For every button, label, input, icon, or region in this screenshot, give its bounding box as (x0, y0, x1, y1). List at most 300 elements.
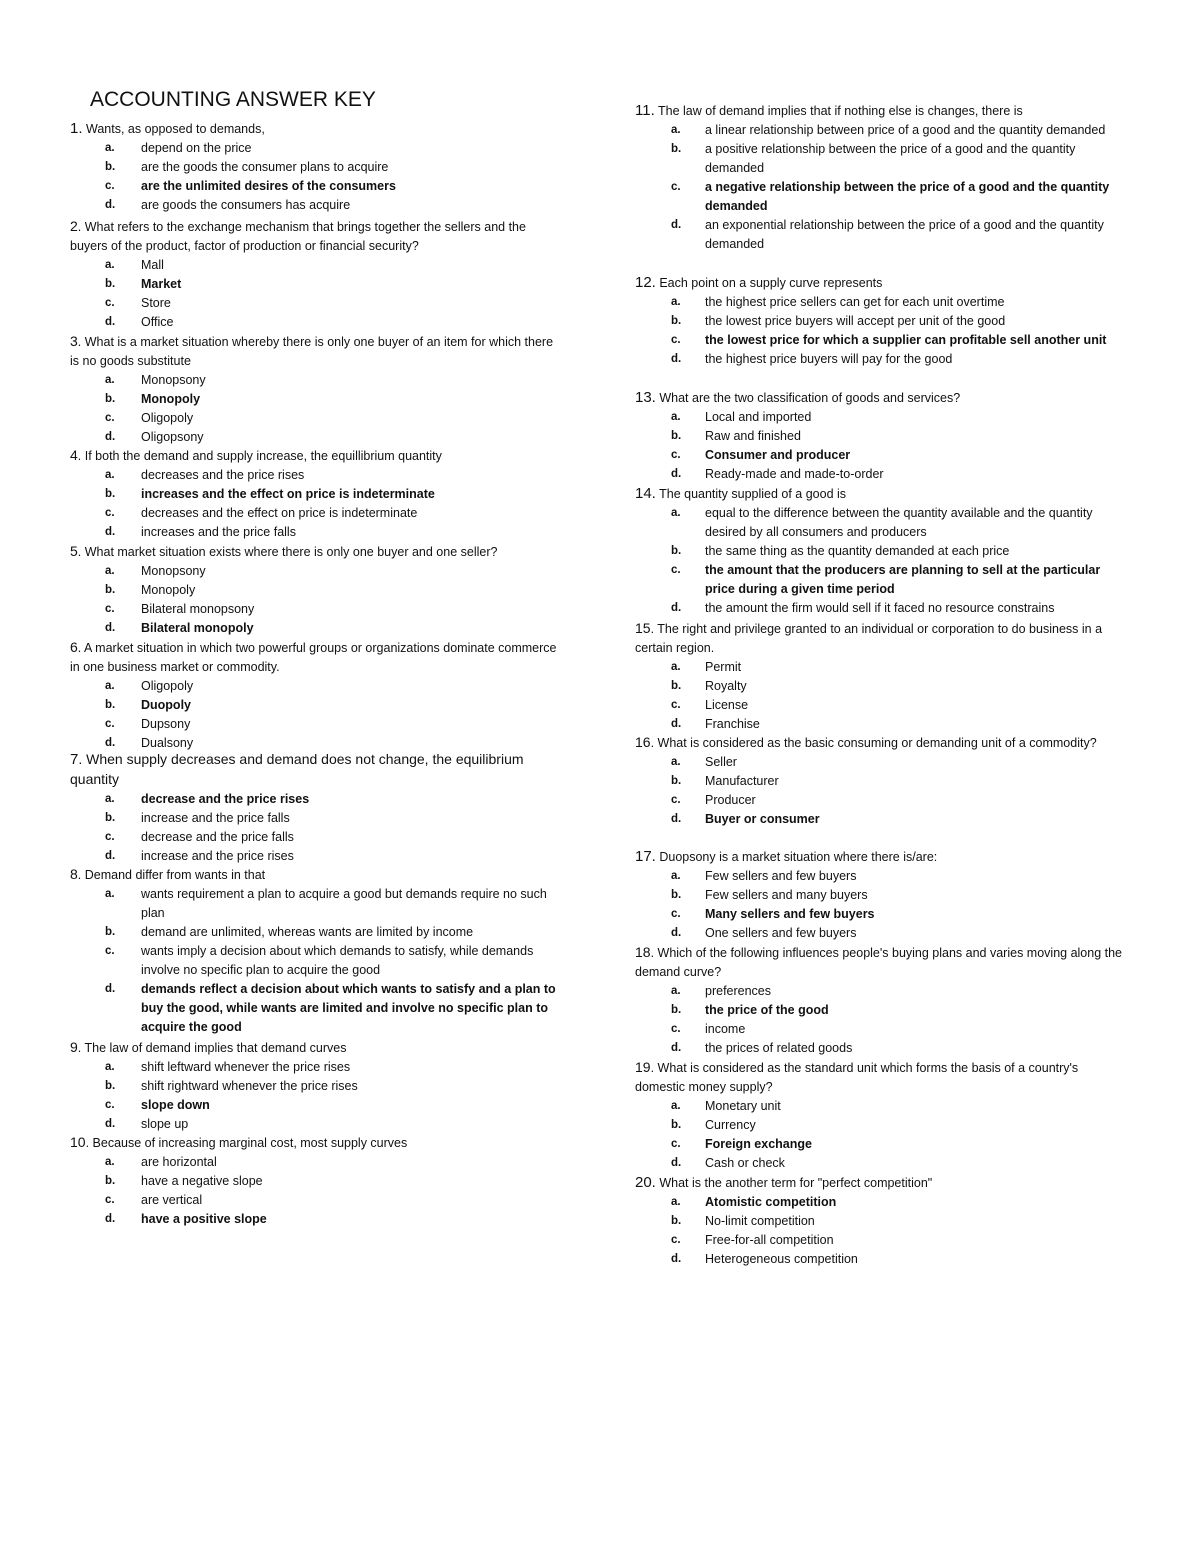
answer-option (635, 465, 1125, 484)
question-stem (635, 273, 1125, 293)
question-text: . What is considered as the basic consuming or demanding unit of a commodity? (650, 736, 1097, 750)
question-6 (70, 638, 560, 753)
option-text: Ready-made and made-to-order (705, 467, 884, 481)
answer-option (635, 1135, 1125, 1154)
option-letter: b. (671, 1004, 682, 1016)
answer-option (635, 178, 1125, 216)
option-letter: b. (671, 1119, 682, 1131)
option-letter: d. (671, 718, 682, 730)
answer-option (70, 923, 560, 942)
option-letter: d. (671, 219, 682, 231)
question-stem (635, 847, 1125, 867)
question-stem (70, 119, 560, 139)
option-text: a linear relationship between price of a good and the quantity demanded (705, 123, 1106, 137)
answer-option (635, 924, 1125, 943)
option-letter: a. (671, 296, 681, 308)
answer-option (70, 294, 560, 313)
question-text: What are the two classification of goods and services? (659, 391, 961, 405)
question-text: . Which of the following influences people's buying plans and varies moving along the demand curve? (635, 946, 1123, 979)
answer-option (70, 809, 560, 828)
answer-option (70, 715, 560, 734)
question-number: 14. (635, 485, 656, 502)
option-letter: b. (671, 545, 682, 557)
option-text: Office (141, 315, 174, 329)
option-letter: a. (671, 507, 681, 519)
question-stem (635, 484, 1125, 504)
option-letter: c. (105, 507, 115, 519)
question-text: . The right and privilege granted to an individual or corporation to do business in a certain region. (635, 622, 1103, 655)
answer-option (635, 1097, 1125, 1116)
answer-option (635, 331, 1125, 350)
correct-answer-text: the amount that the producers are planning to sell at the particular price during a given time period (705, 563, 1101, 596)
question-number: 3 (70, 333, 78, 349)
question-text: . What is a market situation whereby there is only one buyer of an item for which there is no goods substitute (70, 335, 554, 368)
answer-option (635, 1193, 1125, 1212)
option-text: License (705, 698, 749, 712)
option-letter: b. (671, 889, 682, 901)
option-letter: a. (105, 142, 115, 154)
option-text: Monopsony (141, 564, 206, 578)
question-number: 13. (635, 389, 656, 406)
option-text: Oligopsony (141, 430, 204, 444)
option-text: Seller (705, 755, 737, 769)
question-number: 9 (70, 1039, 78, 1055)
answer-option (70, 139, 560, 158)
option-letter: c. (671, 1138, 681, 1150)
question-text: The quantity supplied of a good is (659, 487, 847, 501)
question-number: 16 (635, 734, 651, 750)
question-number: 2 (70, 218, 78, 234)
question-15 (635, 619, 1125, 734)
question-7 (70, 750, 560, 866)
question-10 (70, 1133, 560, 1229)
option-letter: d. (105, 1118, 116, 1130)
question-1 (70, 119, 560, 215)
answer-option (635, 715, 1125, 734)
answer-option (70, 885, 560, 923)
option-text: preferences (705, 984, 772, 998)
correct-answer-text: Market (141, 277, 182, 291)
question-stem (70, 542, 560, 562)
question-stem (635, 101, 1125, 121)
answer-option (635, 312, 1125, 331)
answer-option (635, 1116, 1125, 1135)
answer-option (635, 446, 1125, 465)
question-9 (70, 1038, 560, 1134)
question-text: . What is considered as the standard unit which forms the basis of a country's domestic money supply? (635, 1061, 1079, 1094)
option-letter: a. (671, 411, 681, 423)
answer-option (635, 1212, 1125, 1231)
question-stem (70, 1133, 560, 1153)
correct-answer-text: increases and the effect on price is indeterminate (141, 487, 435, 501)
option-text: are goods the consumers has acquire (141, 198, 351, 212)
answer-option (70, 1077, 560, 1096)
question-number: 12. (635, 274, 656, 291)
option-letter: a. (105, 888, 115, 900)
option-text: the highest price sellers can get for each unit overtime (705, 295, 1005, 309)
option-letter: a. (671, 124, 681, 136)
option-text: income (705, 1022, 746, 1036)
option-text: the amount the firm would sell if it faced no resource constrains (705, 601, 1055, 615)
answer-option (70, 523, 560, 542)
option-letter: d. (105, 737, 116, 749)
option-letter: a. (671, 661, 681, 673)
correct-answer-text: the price of the good (705, 1003, 829, 1017)
option-letter: a. (105, 1156, 115, 1168)
option-text: One sellers and few buyers (705, 926, 857, 940)
answer-option (70, 828, 560, 847)
option-letter: d. (671, 353, 682, 365)
question-stem (635, 943, 1125, 982)
option-text: shift rightward whenever the price rises (141, 1079, 358, 1093)
answer-option (70, 313, 560, 332)
option-text: Free-for-all competition (705, 1233, 834, 1247)
option-text: Royalty (705, 679, 747, 693)
answer-option (70, 1153, 560, 1172)
option-letter: c. (671, 1234, 681, 1246)
option-text: Bilateral monopsony (141, 602, 255, 616)
answer-option (635, 867, 1125, 886)
question-number: 6 (70, 639, 78, 655)
question-text: . The law of demand implies that demand curves (77, 1041, 347, 1055)
option-text: Heterogeneous competition (705, 1252, 858, 1266)
option-text: Oligopoly (141, 679, 194, 693)
option-text: Mall (141, 258, 164, 272)
option-text: equal to the difference between the quantity available and the quantity desired by all consumers and producers (705, 506, 1093, 539)
question-number: 11. (635, 102, 655, 119)
question-17 (635, 847, 1125, 943)
question-11 (635, 101, 1125, 254)
question-4 (70, 446, 560, 542)
correct-answer-text: are the unlimited desires of the consumers (141, 179, 396, 193)
question-stem (635, 619, 1125, 658)
option-letter: a. (671, 870, 681, 882)
option-text: are the goods the consumer plans to acquire (141, 160, 389, 174)
answer-option (635, 658, 1125, 677)
answer-option (70, 196, 560, 215)
option-letter: d. (105, 316, 116, 328)
answer-option (70, 1058, 560, 1077)
answer-option (635, 408, 1125, 427)
option-letter: c. (671, 334, 681, 346)
answer-option (635, 696, 1125, 715)
correct-answer-text: the lowest price for which a supplier can profitable sell another unit (705, 333, 1107, 347)
question-3 (70, 332, 560, 447)
option-letter: b. (671, 315, 682, 327)
option-letter: d. (671, 602, 682, 614)
question-stem (635, 388, 1125, 408)
option-letter: d. (671, 1157, 682, 1169)
answer-option (70, 562, 560, 581)
answer-option (635, 886, 1125, 905)
question-text: . What market situation exists where there is only one buyer and one seller? (77, 545, 498, 559)
correct-answer-text: Atomistic competition (705, 1195, 837, 1209)
option-letter: b. (105, 488, 116, 500)
question-text: . Demand differ from wants in that (77, 868, 266, 882)
option-letter: b. (671, 430, 682, 442)
option-text: increase and the price falls (141, 811, 290, 825)
answer-option (635, 504, 1125, 542)
answer-option (635, 140, 1125, 178)
answer-option (70, 371, 560, 390)
option-text: the same thing as the quantity demanded at each price (705, 544, 1010, 558)
question-text: . Because of increasing marginal cost, most supply curves (85, 1136, 408, 1150)
question-stem (70, 865, 560, 885)
option-text: wants imply a decision about which demands to satisfy, while demands involve no specific plan to acquire the good (141, 944, 534, 977)
answer-option (70, 256, 560, 275)
option-text: the lowest price buyers will accept per unit of the good (705, 314, 1006, 328)
question-stem (70, 217, 560, 256)
question-2 (70, 217, 560, 332)
option-text: the highest price buyers will pay for the good (705, 352, 953, 366)
question-number: 19 (635, 1059, 651, 1075)
option-text: Producer (705, 793, 756, 807)
option-letter: b. (105, 161, 116, 173)
option-letter: b. (105, 1175, 116, 1187)
option-letter: b. (105, 1080, 116, 1092)
option-letter: a. (671, 1100, 681, 1112)
option-letter: d. (671, 813, 682, 825)
answer-option (70, 390, 560, 409)
option-letter: a. (105, 1061, 115, 1073)
answer-option (635, 1001, 1125, 1020)
option-letter: c. (671, 564, 681, 576)
answer-option (70, 177, 560, 196)
option-text: increase and the price rises (141, 849, 294, 863)
correct-answer-text: Many sellers and few buyers (705, 907, 875, 921)
option-letter: a. (105, 793, 115, 805)
option-letter: c. (671, 449, 681, 461)
option-text: shift leftward whenever the price rises (141, 1060, 351, 1074)
answer-option (70, 790, 560, 809)
option-letter: b. (671, 775, 682, 787)
option-letter: b. (105, 812, 116, 824)
answer-option (70, 409, 560, 428)
answer-option (70, 600, 560, 619)
option-text: slope up (141, 1117, 189, 1131)
question-text: Wants, as opposed to demands, (86, 122, 265, 136)
option-letter: c. (105, 945, 115, 957)
answer-option (635, 905, 1125, 924)
option-letter: a. (105, 680, 115, 692)
question-text: . What refers to the exchange mechanism that brings together the sellers and the buyers of the product, factor of production or financial security? (70, 220, 526, 253)
option-letter: d. (105, 1213, 116, 1225)
answer-option (70, 1115, 560, 1134)
question-stem (70, 446, 560, 466)
option-text: Currency (705, 1118, 756, 1132)
answer-option (635, 677, 1125, 696)
answer-option (70, 428, 560, 447)
option-text: Monopsony (141, 373, 206, 387)
option-text: Franchise (705, 717, 760, 731)
question-stem (70, 1038, 560, 1058)
answer-option (635, 542, 1125, 561)
question-number: 8 (70, 866, 78, 882)
question-stem (70, 332, 560, 371)
question-number: 20. (635, 1174, 656, 1191)
correct-answer-text: Monopoly (141, 392, 201, 406)
answer-option (635, 427, 1125, 446)
option-letter: b. (105, 699, 116, 711)
answer-option (635, 1231, 1125, 1250)
option-letter: d. (105, 983, 116, 995)
answer-option (70, 1210, 560, 1229)
correct-answer-text: Duopoly (141, 698, 191, 712)
answer-option (70, 466, 560, 485)
answer-option (635, 810, 1125, 829)
option-letter: a. (105, 565, 115, 577)
option-text: a positive relationship between the price of a good and the quantity demanded (705, 142, 1076, 175)
option-letter: c. (105, 831, 115, 843)
question-stem (635, 1173, 1125, 1193)
answer-option (635, 599, 1125, 618)
option-text: No-limit competition (705, 1214, 815, 1228)
answer-option (70, 980, 560, 1037)
option-letter: c. (105, 412, 115, 424)
option-letter: c. (671, 699, 681, 711)
option-text: decreases and the effect on price is indeterminate (141, 506, 418, 520)
answer-option (635, 982, 1125, 1001)
question-stem (70, 638, 560, 677)
answer-option (635, 561, 1125, 599)
question-stem (635, 733, 1125, 753)
option-text: Store (141, 296, 171, 310)
question-stem (635, 1058, 1125, 1097)
answer-option (635, 121, 1125, 140)
question-stem (70, 750, 560, 790)
answer-option (70, 847, 560, 866)
option-text: the prices of related goods (705, 1041, 853, 1055)
answer-option (635, 350, 1125, 369)
answer-option (635, 772, 1125, 791)
correct-answer-text: Buyer or consumer (705, 812, 820, 826)
option-letter: c. (671, 908, 681, 920)
question-text: Duopsony is a market situation where there is/are: (659, 850, 938, 864)
option-text: Dualsony (141, 736, 194, 750)
option-letter: c. (105, 1099, 115, 1111)
option-text: depend on the price (141, 141, 252, 155)
question-text: Each point on a supply curve represents (659, 276, 883, 290)
option-letter: a. (671, 1196, 681, 1208)
option-text: Few sellers and few buyers (705, 869, 857, 883)
option-text: Cash or check (705, 1156, 785, 1170)
option-letter: b. (105, 584, 116, 596)
option-letter: b. (105, 393, 116, 405)
answer-option (635, 1154, 1125, 1173)
answer-option (70, 942, 560, 980)
option-text: increases and the price falls (141, 525, 296, 539)
question-8 (70, 865, 560, 1037)
option-text: Local and imported (705, 410, 812, 424)
answer-option (635, 753, 1125, 772)
option-text: Raw and finished (705, 429, 801, 443)
option-letter: a. (105, 259, 115, 271)
option-letter: c. (671, 794, 681, 806)
question-20 (635, 1173, 1125, 1269)
option-letter: b. (671, 143, 682, 155)
answer-option (70, 275, 560, 294)
question-number: 18 (635, 944, 651, 960)
correct-answer-text: Consumer and producer (705, 448, 851, 462)
correct-answer-text: a negative relationship between the price of a good and the quantity demanded (705, 180, 1110, 213)
option-text: Manufacturer (705, 774, 779, 788)
option-letter: b. (105, 278, 116, 290)
answer-option (635, 1250, 1125, 1269)
answer-option (70, 619, 560, 638)
answer-option (70, 504, 560, 523)
option-text: Permit (705, 660, 742, 674)
option-letter: d. (105, 622, 116, 634)
option-letter: c. (105, 1194, 115, 1206)
option-letter: d. (671, 927, 682, 939)
option-text: demand are unlimited, whereas wants are limited by income (141, 925, 474, 939)
answer-option (635, 791, 1125, 810)
answer-option (635, 293, 1125, 312)
question-18 (635, 943, 1125, 1058)
option-letter: d. (671, 468, 682, 480)
option-text: decreases and the price rises (141, 468, 305, 482)
option-text: Oligopoly (141, 411, 194, 425)
option-letter: a. (671, 985, 681, 997)
option-letter: c. (105, 603, 115, 615)
correct-answer-text: Foreign exchange (705, 1137, 812, 1151)
option-letter: b. (671, 680, 682, 692)
option-letter: d. (105, 850, 116, 862)
correct-answer-text: slope down (141, 1098, 210, 1112)
option-letter: c. (105, 180, 115, 192)
question-text: . A market situation in which two powerful groups or organizations dominate commerce in one business market or commodity. (70, 641, 557, 674)
question-12 (635, 273, 1125, 369)
answer-option (70, 1191, 560, 1210)
answer-option (70, 696, 560, 715)
option-text: decrease and the price falls (141, 830, 294, 844)
option-text: Monopoly (141, 583, 196, 597)
question-number: 1. (70, 120, 83, 137)
option-text: an exponential relationship between the price of a good and the quantity demanded (705, 218, 1104, 251)
question-text: What is the another term for "perfect competition" (659, 1176, 933, 1190)
option-letter: b. (671, 1215, 682, 1227)
question-text: The law of demand implies that if nothing else is changes, there is (658, 104, 1023, 118)
answer-option (70, 1172, 560, 1191)
option-text: have a negative slope (141, 1174, 263, 1188)
answer-option (70, 677, 560, 696)
answer-option (635, 1020, 1125, 1039)
option-letter: d. (671, 1042, 682, 1054)
answer-option (70, 581, 560, 600)
option-text: are vertical (141, 1193, 203, 1207)
page-title: ACCOUNTING ANSWER KEY (90, 88, 376, 111)
option-letter: a. (105, 469, 115, 481)
answer-option (635, 216, 1125, 254)
option-letter: c. (105, 718, 115, 730)
question-text: . When supply decreases and demand does not change, the equilibrium quantity (70, 751, 524, 787)
option-letter: c. (105, 297, 115, 309)
option-letter: b. (105, 926, 116, 938)
option-text: wants requirement a plan to acquire a good but demands require no such plan (141, 887, 547, 920)
question-number: 5 (70, 543, 78, 559)
option-letter: d. (105, 526, 116, 538)
question-13 (635, 388, 1125, 484)
question-19 (635, 1058, 1125, 1173)
option-text: are horizontal (141, 1155, 217, 1169)
correct-answer-text: have a positive slope (141, 1212, 267, 1226)
option-text: Few sellers and many buyers (705, 888, 868, 902)
question-text: . If both the demand and supply increase, the equillibrium quantity (77, 449, 442, 463)
question-number: 15 (635, 620, 651, 636)
option-letter: d. (105, 431, 116, 443)
option-letter: c. (671, 1023, 681, 1035)
question-number: 7 (70, 751, 79, 768)
